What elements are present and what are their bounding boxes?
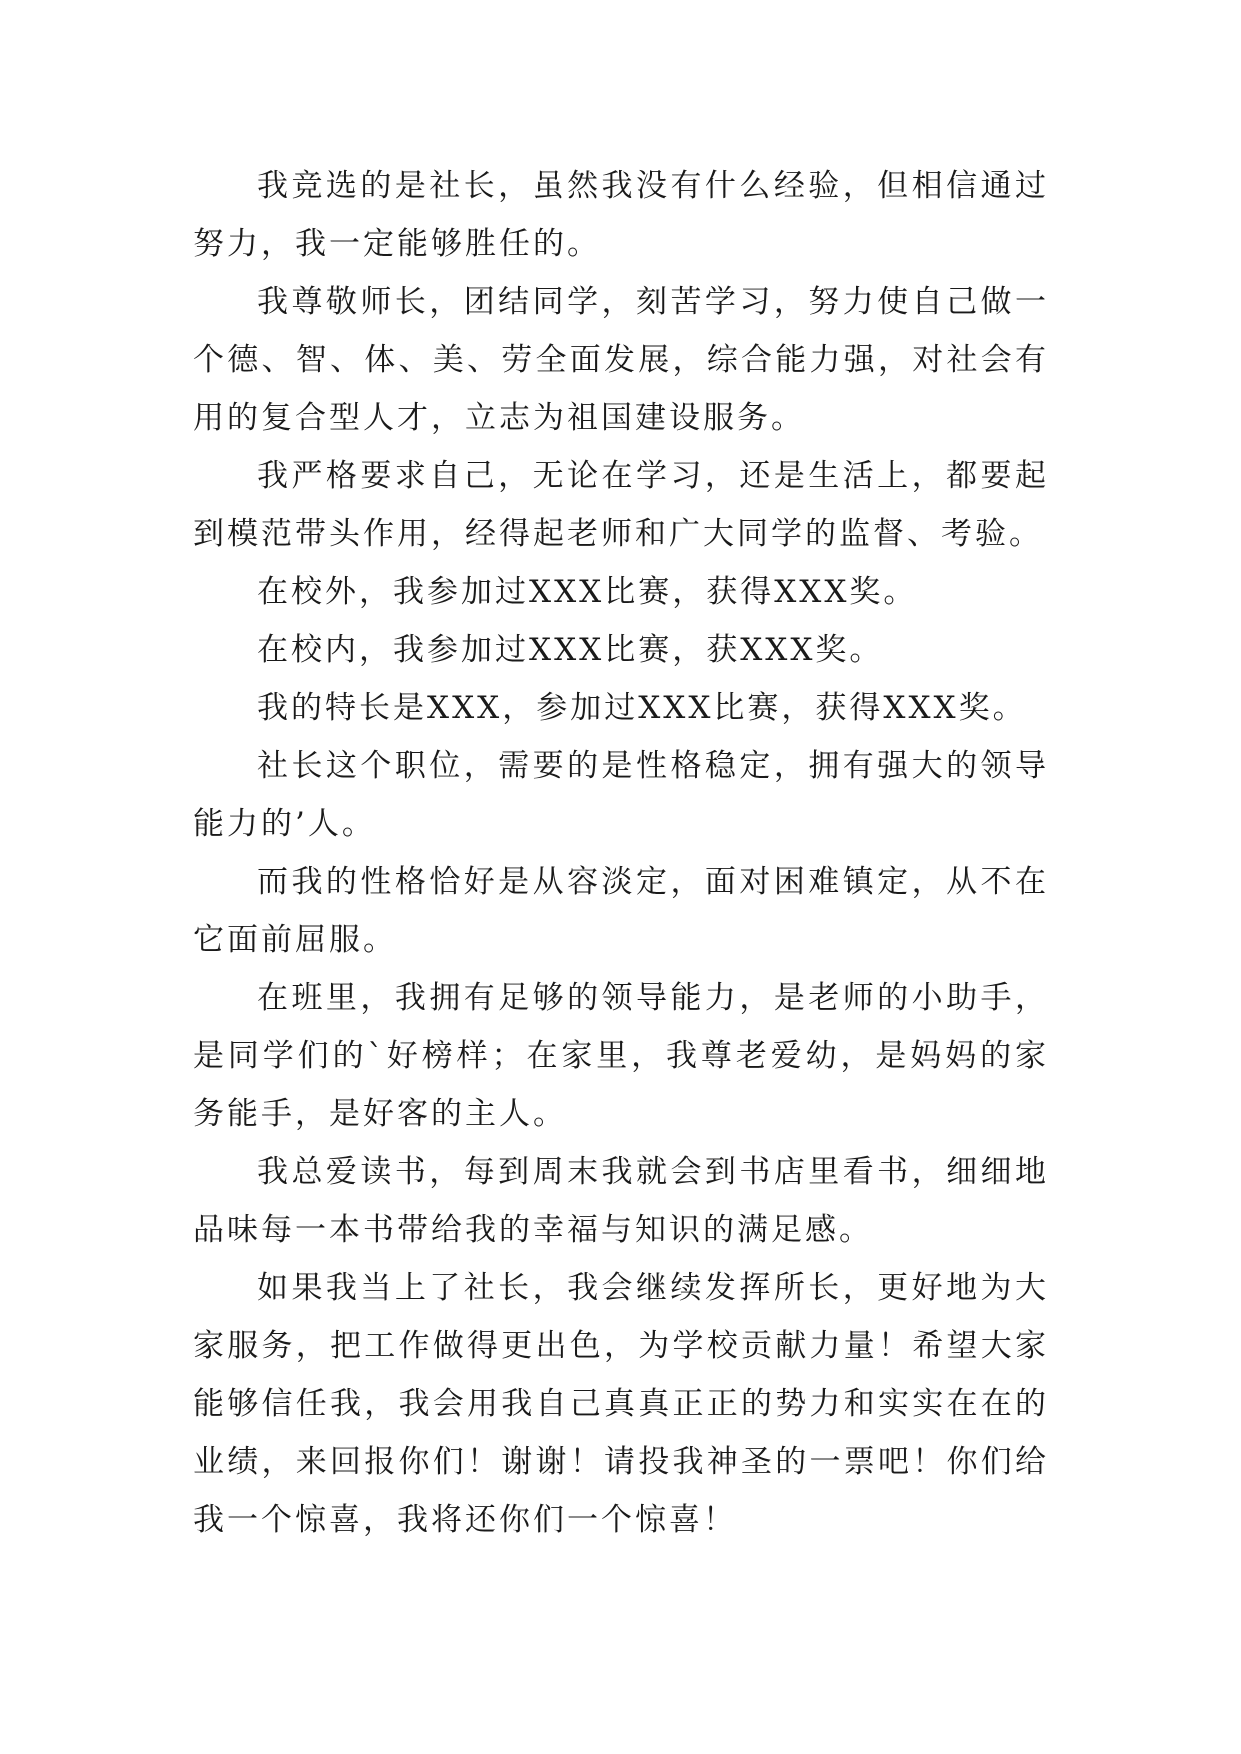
document-body [193, 157, 1049, 1549]
paragraph: 我总爱读书，每到周末我就会到书店里看书，细细地品味每一本书带给我的幸福与知识的满足感。 [193, 1154, 1049, 1248]
paragraph: 在校外，我参加过XXX比赛，获得XXX奖。 [257, 574, 918, 610]
paragraph: 我严格要求自己，无论在学习，还是生活上，都要起到模范带头作用，经得起老师和广大同学的监督、考验。 [193, 458, 1049, 552]
paragraph: 我尊敬师长，团结同学，刻苦学习，努力使自己做一个德、智、体、美、劳全面发展，综合能力强，对社会有用的复合型人才，立志为祖国建设服务。 [193, 284, 1049, 436]
paragraph: 在校内，我参加过XXX比赛，获XXX奖。 [257, 632, 884, 668]
paragraph: 我的特长是XXX，参加过XXX比赛，获得XXX奖。 [257, 690, 1027, 726]
paragraph: 而我的性格恰好是从容淡定，面对困难镇定，从不在它面前屈服。 [193, 864, 1049, 958]
paragraph: 社长这个职位，需要的是性格稳定，拥有强大的领导能力的’人。 [193, 748, 1049, 842]
paragraph: 我竞选的是社长，虽然我没有什么经验，但相信通过努力，我一定能够胜任的。 [193, 168, 1049, 262]
paragraph: 如果我当上了社长，我会继续发挥所长，更好地为大家服务，把工作做得更出色，为学校贡献力量！希望大家能够信任我，我会用我自己真真正正的势力和实实在在的业绩，来回报你们！谢谢！请投我神圣的一票吧！你们给我一个惊喜，我将还你们一个惊喜！ [193, 1270, 1049, 1538]
paragraph: 在班里，我拥有足够的领导能力，是老师的小助手，是同学们的`好榜样；在家里，我尊老爱幼，是妈妈的家务能手，是好客的主人。 [193, 980, 1049, 1132]
